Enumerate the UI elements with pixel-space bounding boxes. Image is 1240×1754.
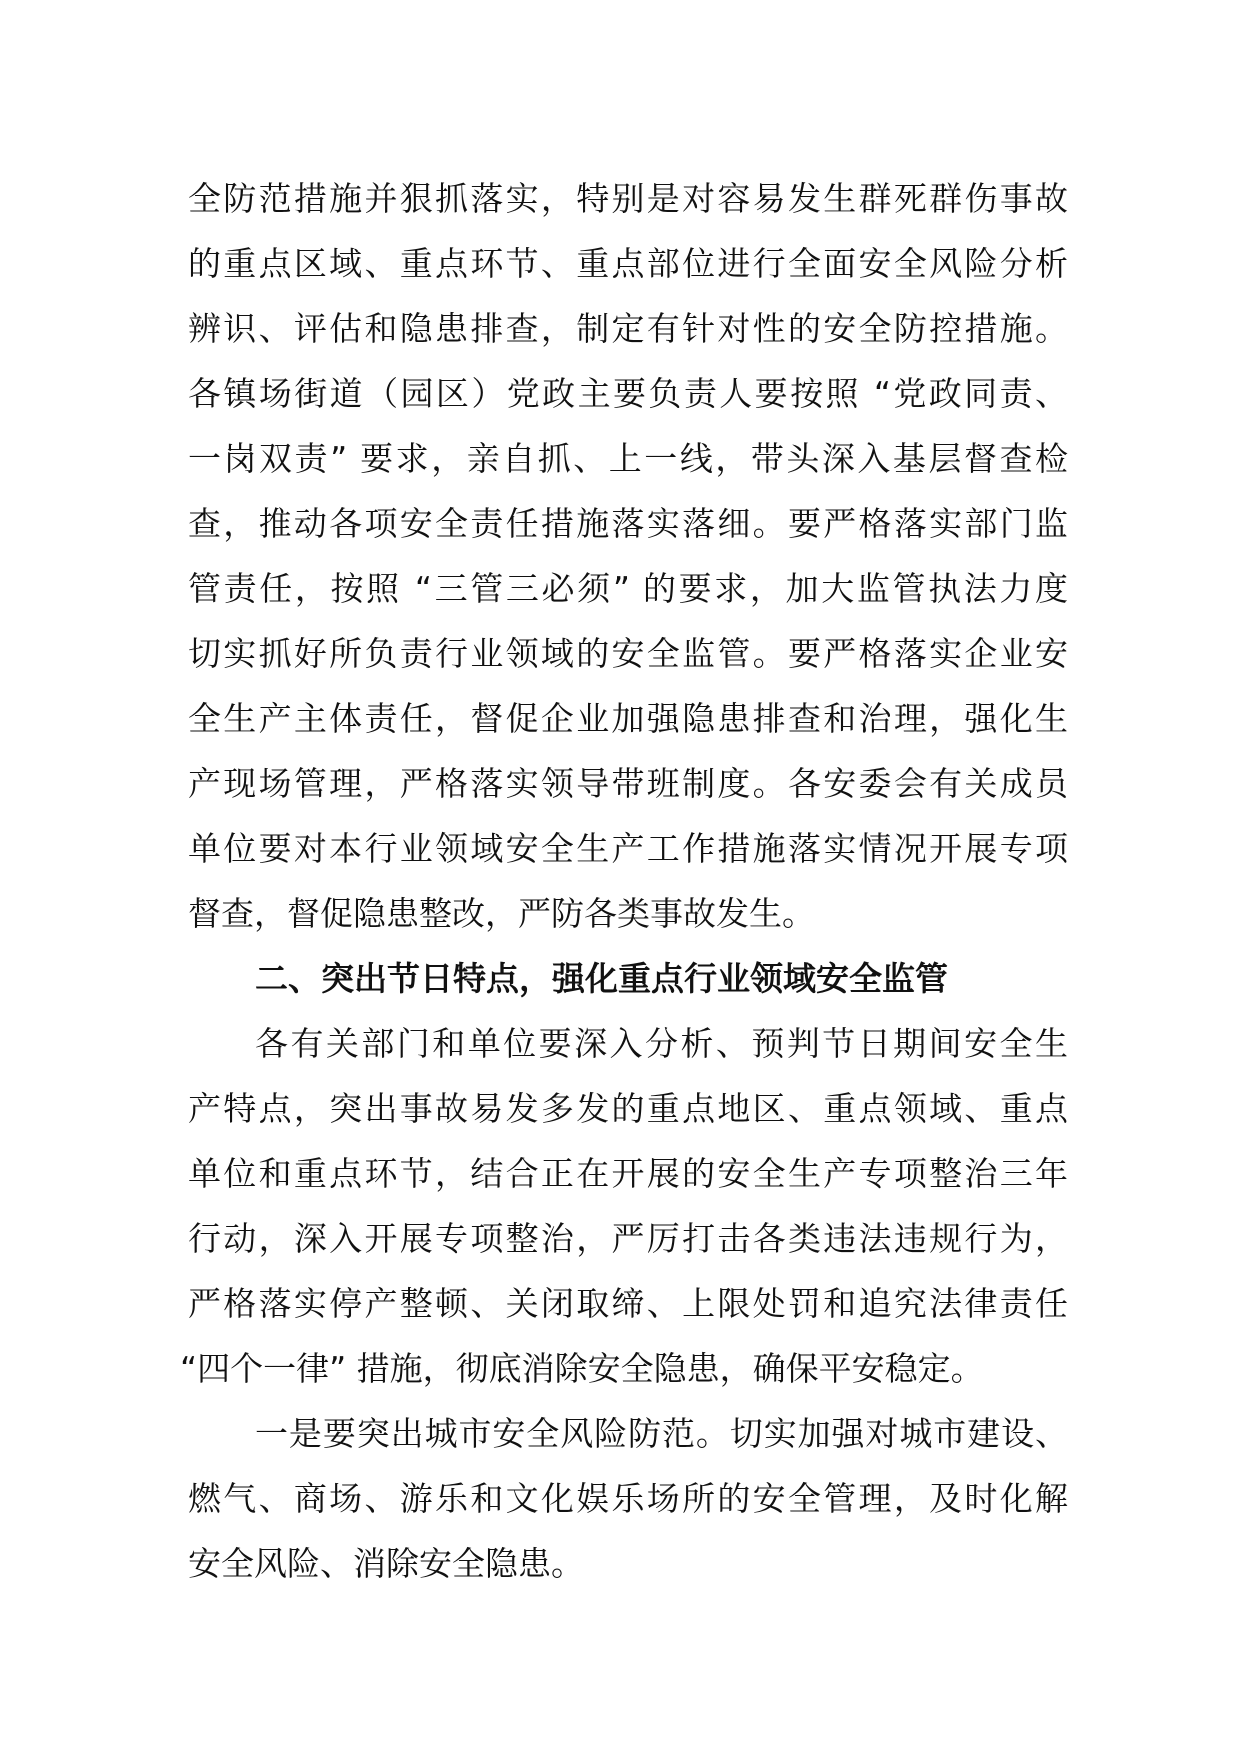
text-line: 的重点区域、重点环节、重点部位进行全面安全风险分析	[188, 244, 1068, 283]
text-line: 一岗双责” 要求，亲自抓、上一线，带头深入基层督查检	[188, 439, 1068, 478]
section-heading-text: 二、突出节日特点，强化重点行业领域安全监管	[255, 959, 948, 998]
text-line: 各有关部门和单位要深入分析、预判节日期间安全生	[255, 1024, 1068, 1063]
text-line: 辨识、评估和隐患排查，制定有针对性的安全防控措施。	[188, 309, 1068, 348]
text-line: 切实抓好所负责行业领域的安全监管。要严格落实企业安	[188, 634, 1068, 673]
text-line: 一是要突出城市安全风险防范。切实加强对城市建设、	[255, 1414, 1068, 1453]
text-line: 燃气、商场、游乐和文化娱乐场所的安全管理，及时化解	[188, 1479, 1068, 1518]
text-line: 督查，督促隐患整改，严防各类事故发生。	[188, 894, 815, 933]
text-line: “四个一律” 措施，彻底消除安全隐患，确保平安稳定。	[180, 1349, 984, 1388]
paragraph-city-safety	[188, 1401, 1068, 1596]
text-line: 查，推动各项安全责任措施落实落细。要严格落实部门监	[188, 504, 1068, 543]
text-line: 管责任，按照 “三管三必须” 的要求，加大监管执法力度	[188, 569, 1068, 608]
text-line: 产现场管理，严格落实领导带班制度。各安委会有关成员	[188, 764, 1068, 803]
text-line: 单位要对本行业领域安全生产工作措施落实情况开展专项	[188, 829, 1068, 868]
text-line: 产特点，突出事故易发多发的重点地区、重点领域、重点	[188, 1089, 1068, 1128]
text-line: 单位和重点环节，结合正在开展的安全生产专项整治三年	[188, 1154, 1068, 1193]
document-body	[180, 166, 1068, 1596]
paragraph-responsibility	[188, 166, 1068, 946]
text-line: 各镇场街道（园区）党政主要负责人要按照 “党政同责、	[188, 374, 1068, 413]
section-heading	[188, 946, 1068, 1011]
text-line: 全防范措施并狠抓落实，特别是对容易发生群死群伤事故	[188, 179, 1068, 218]
text-line: 全生产主体责任，督促企业加强隐患排查和治理，强化生	[188, 699, 1068, 738]
paragraph-key-areas	[180, 1011, 1068, 1401]
text-line: 安全风险、消除安全隐患。	[188, 1544, 584, 1583]
text-line: 严格落实停产整顿、关闭取缔、上限处罚和追究法律责任	[188, 1284, 1068, 1323]
text-line: 行动，深入开展专项整治，严厉打击各类违法违规行为，	[188, 1219, 1068, 1258]
